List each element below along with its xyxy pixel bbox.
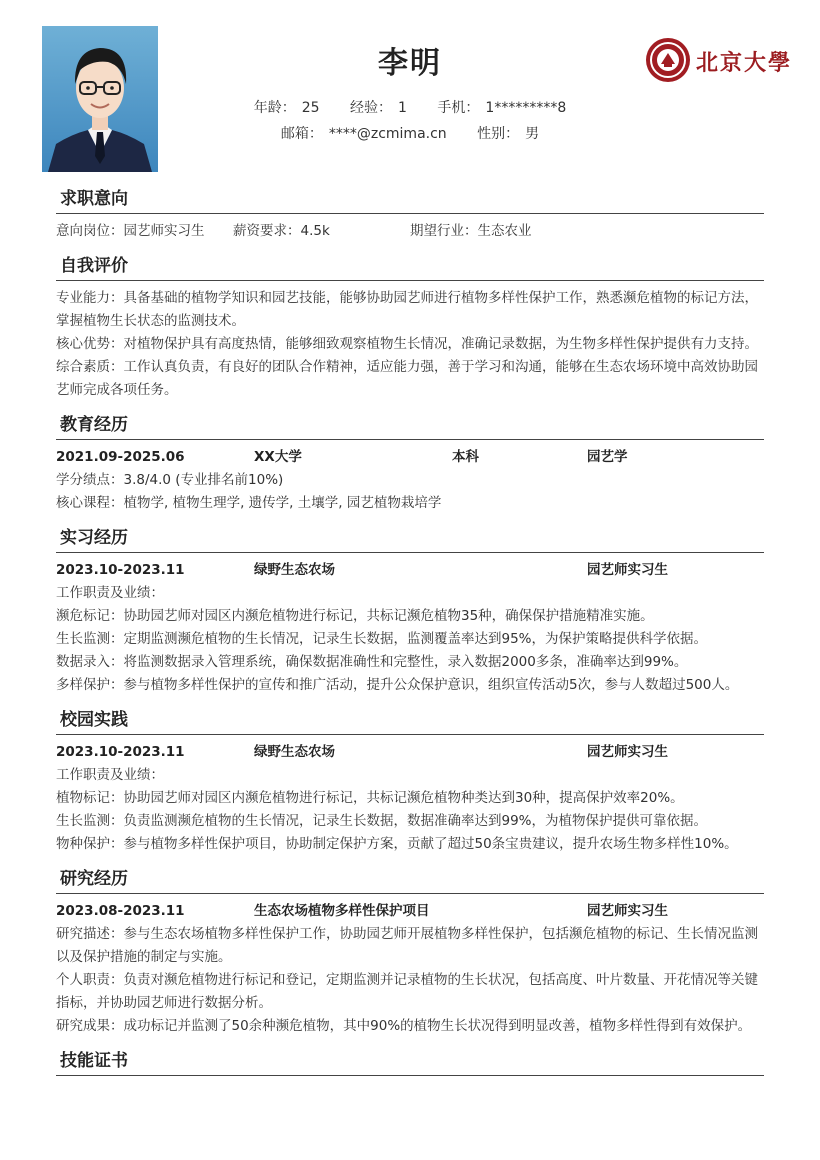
- internship-detail: 多样保护：参与植物多样性保护的宣传和推广活动，提升公众保护意识，组织宣传活动5次，参与人数超过500人。: [56, 677, 739, 693]
- candidate-name: 李明: [378, 46, 442, 81]
- internship-role: 园艺师实习生: [587, 562, 668, 578]
- university-name-text: 北京大學: [696, 50, 793, 76]
- experience-info: [350, 97, 407, 117]
- campus-org: 绿野生态农场: [254, 744, 335, 760]
- research-period: 2023.08-2023.11: [56, 903, 185, 919]
- internship-org: 绿野生态农场: [254, 562, 335, 578]
- email-info: [281, 123, 447, 143]
- skills-section: [56, 1048, 764, 1076]
- research-role: 园艺师实习生: [587, 903, 668, 919]
- internship-detail: 工作职责及业绩：: [56, 585, 164, 601]
- internship-title: 实习经历: [56, 525, 764, 553]
- job-intent-row: [56, 220, 764, 243]
- self-evaluation-section: [56, 253, 764, 402]
- education-period: 2021.09-2025.06: [56, 449, 185, 465]
- university-logo: [644, 36, 794, 84]
- campus-detail: 植物标记：协助园艺师对园区内濒危植物进行标记，共标记濒危植物种类达到30种，提高保护效率20%。: [56, 790, 684, 806]
- education-detail: 核心课程：植物学, 植物生理学, 遗传学, 土壤学, 园艺植物栽培学: [56, 495, 442, 511]
- internship-detail: 生长监测：定期监测濒危植物的生长情况，记录生长数据，监测覆盖率达到95%，为保护策略提供科学依据。: [56, 631, 708, 647]
- education-school: XX大学: [254, 449, 302, 465]
- research-header-row: [56, 900, 764, 923]
- campus-period: 2023.10-2023.11: [56, 744, 185, 760]
- info-line-contact: [0, 123, 820, 143]
- gender-label: 性别：: [477, 126, 520, 142]
- age-info: [254, 97, 320, 117]
- research-paragraph: 研究描述：参与生态农场植物多样性保护工作，协助园艺师开展植物多样性保护，包括濒危植物的标记、生长情况监测以及保护措施的制定与实施。: [56, 926, 758, 965]
- university-seal-icon: [644, 36, 692, 84]
- experience-value: 1: [398, 100, 407, 116]
- phone-label: 手机：: [437, 100, 480, 116]
- research-section: [56, 866, 764, 1038]
- campus-practice-title: 校园实践: [56, 707, 764, 735]
- self-eval-paragraph: 核心优势：对植物保护具有高度热情，能够细致观察植物生长情况，准确记录数据，为生物多样性保护提供有力支持。: [56, 336, 758, 352]
- job-intent-section: [56, 186, 764, 243]
- info-line-basic: [0, 97, 820, 117]
- experience-label: 经验：: [350, 100, 393, 116]
- intent-position: 意向岗位：园艺师实习生: [56, 223, 205, 239]
- research-title: 研究经历: [56, 866, 764, 894]
- education-degree: 本科: [452, 449, 479, 465]
- education-title: 教育经历: [56, 412, 764, 440]
- education-major: 园艺学: [587, 449, 628, 465]
- education-header-row: [56, 446, 764, 469]
- self-eval-paragraph: 专业能力：具备基础的植物学知识和园艺技能，能够协助园艺师进行植物多样性保护工作，熟悉濒危植物的标记方法，掌握植物生长状态的监测技术。: [56, 290, 758, 329]
- age-label: 年龄：: [253, 100, 296, 116]
- email-value: ****@zcmima.cn: [328, 126, 447, 142]
- internship-section: [56, 525, 764, 697]
- campus-detail: 生长监测：负责监测濒危植物的生长情况，记录生长数据，数据准确率达到99%，为植物保护提供可靠依据。: [56, 813, 708, 829]
- research-project: 生态农场植物多样性保护项目: [254, 903, 430, 919]
- intent-industry: 期望行业：生态农业: [410, 223, 532, 239]
- skills-title: 技能证书: [56, 1048, 764, 1076]
- email-label: 邮箱：: [280, 126, 323, 142]
- internship-period: 2023.10-2023.11: [56, 562, 185, 578]
- internship-detail: 数据录入：将监测数据录入管理系统，确保数据准确性和完整性，录入数据2000多条，准确率达到99%。: [56, 654, 688, 670]
- research-paragraph: 研究成果：成功标记并监测了50余种濒危植物，其中90%的植物生长状况得到明显改善，植物多样性得到有效保护。: [56, 1018, 752, 1034]
- phone-info: [437, 97, 566, 117]
- education-detail: 学分绩点：3.8/4.0 (专业排名前10%): [56, 472, 284, 488]
- education-section: [56, 412, 764, 515]
- self-eval-paragraph: 综合素质：工作认真负责，有良好的团队合作精神，适应能力强，善于学习和沟通，能够在生态农场环境中高效协助园艺师完成各项任务。: [56, 359, 758, 398]
- gender-info: [477, 123, 539, 143]
- campus-detail: 物种保护：参与植物多样性保护项目，协助制定保护方案，贡献了超过50条宝贵建议，提升农场生物多样性10%。: [56, 836, 738, 852]
- internship-detail: 濒危标记：协助园艺师对园区内濒危植物进行标记，共标记濒危植物35种，确保保护措施精准实施。: [56, 608, 654, 624]
- phone-value: 1*********8: [485, 100, 567, 116]
- internship-header-row: [56, 559, 764, 582]
- campus-role: 园艺师实习生: [587, 744, 668, 760]
- gender-value: 男: [525, 126, 540, 142]
- age-value: 25: [301, 100, 320, 116]
- campus-detail: 工作职责及业绩：: [56, 767, 164, 783]
- self-evaluation-title: 自我评价: [56, 253, 764, 281]
- campus-practice-section: [56, 707, 764, 856]
- job-intent-title: 求职意向: [56, 186, 764, 214]
- resume-content: [56, 186, 764, 1086]
- intent-salary: 薪资要求：4.5k: [233, 223, 330, 239]
- campus-header-row: [56, 741, 764, 764]
- research-paragraph: 个人职责：负责对濒危植物进行标记和登记，定期监测并记录植物的生长状况，包括高度、叶片数量、开花情况等关键指标，并协助园艺师进行数据分析。: [56, 972, 758, 1011]
